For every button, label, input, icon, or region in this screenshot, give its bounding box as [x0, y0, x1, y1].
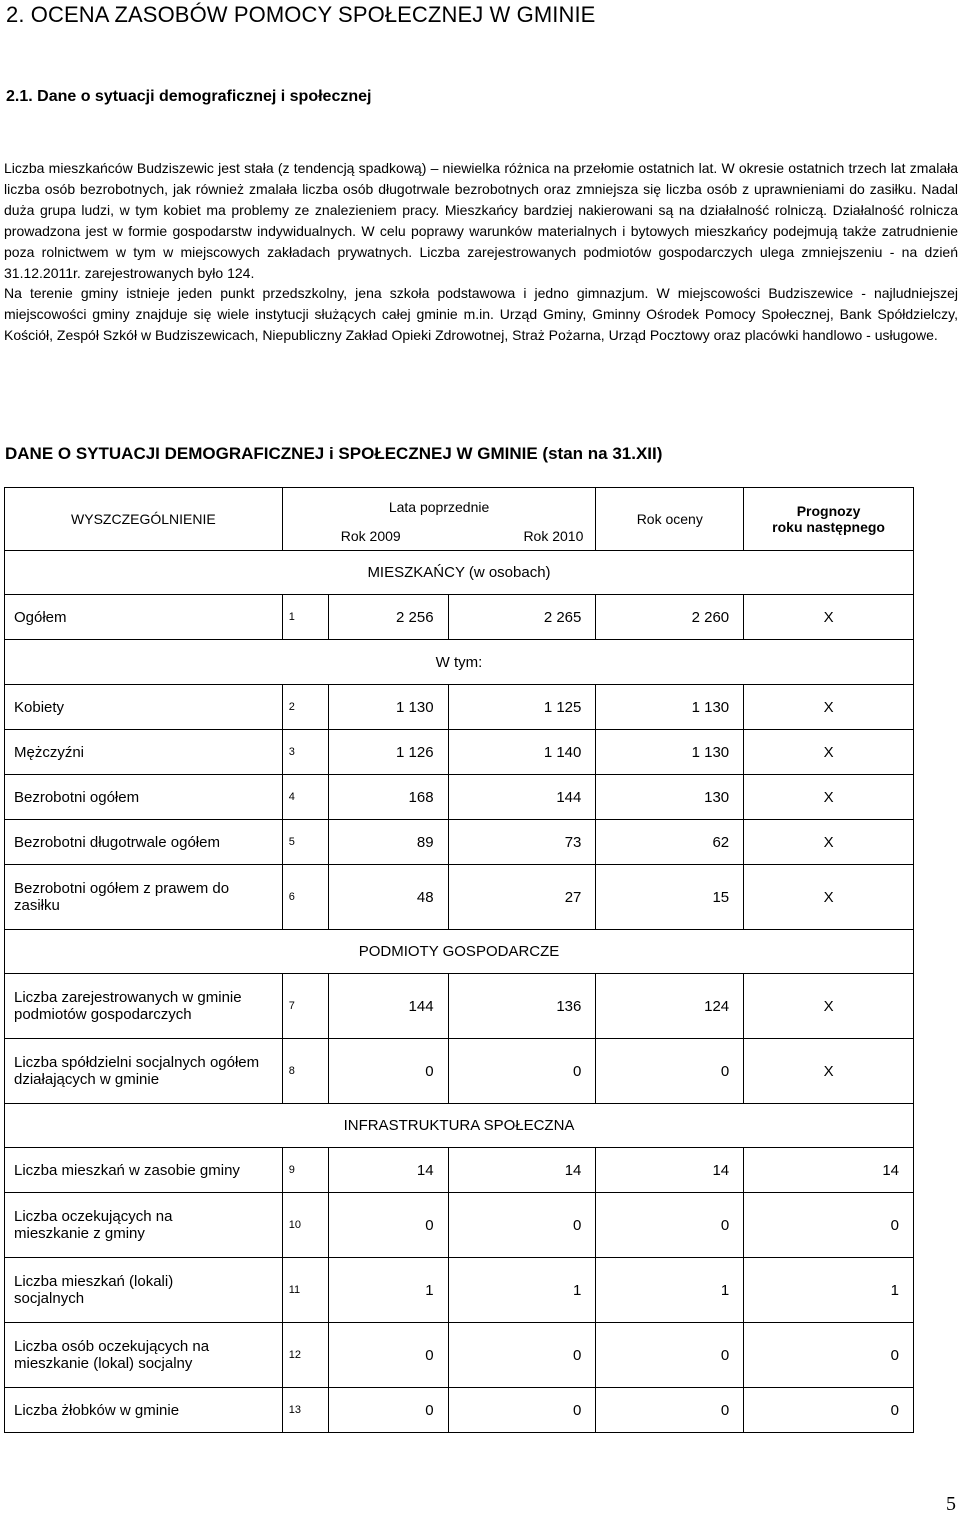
table-row: Liczba mieszkań (lokali) socjalnych 11 1 1 1 1 [5, 1258, 914, 1323]
table-row: Liczba żłobków w gminie 13 0 0 0 0 [5, 1388, 914, 1433]
header-2009: Rok 2009 [340, 528, 401, 544]
section-business: PODMIOTY GOSPODARCZE [5, 930, 914, 974]
institutions-paragraph: Na terenie gminy istnieje jeden punkt przedszkolny, jena szkoła podstawowa i jedno gimnazjum. W miejscowości Budziszewice - najludniejszej miejscowości gminy znajduje się wiele instytucji służących całej gminie m.in. Urząd Gminy, Gminny Ośrodek Pomocy Społecznej, Bank Spółdzielczy, Kościół, Zespół Szkół w Budziszewicach, Niepubliczny Zakład Opieki Zdrowotnej, Straż Pożarna, Urząd Pocztowy oraz placówki handlowo - usługowe. [4, 285, 958, 343]
table-row: Bezrobotni ogółem 4 168 144 130 X [5, 775, 914, 820]
header-eval: Rok oceny [596, 488, 744, 551]
demographic-table [4, 487, 914, 1433]
table-row: Liczba osób oczekujących na mieszkanie (lokal) socjalny 12 0 0 0 0 [5, 1323, 914, 1388]
header-prev-years [282, 488, 596, 551]
intro-paragraph: Liczba mieszkańców Budziszewic jest stała (z tendencją spadkową) – niewielka różnica na przełomie ostatnich lat. W okresie ostatnich trzech lat zmalała liczba osób bezrobotnych, jak również zmalała liczba osób długotrwale bezrobotnych oraz zmniejsza się liczba osób z uprawnieniami do zasiłku. Nadal duża grupa ludzi, w tym kobiet ma problemy ze znalezieniem pracy. Mieszkańcy bardziej nakierowani są na działalność rolniczą. Działalność rolnicza prowadzona jest w formie gospodarstw indywidualnych. W celu poprawy warunków materialnych i bytowych mieszkańcy podejmują także zatrudnienie poza rolnictwem w tym w miejscowych zakładach prywatnych. Liczba zarejestrowanych podmiotów gospodarczych ulega zmniejszeniu - na dzień 31.12.2011r. zarejestrowanych było 124. [4, 160, 958, 281]
table-row: Liczba zarejestrowanych w gminie podmiotów gospodarczych 7 144 136 124 X [5, 974, 914, 1039]
page-number: 5 [946, 1493, 956, 1515]
section-subheading: 2.1. Dane o sytuacji demograficznej i społecznej [6, 88, 372, 105]
header-spec: WYSZCZEGÓLNIENIE [5, 488, 283, 551]
header-prev-label: Lata poprzednie [388, 499, 490, 515]
table-row: Ogółem 1 2 256 2 265 2 260 X [5, 595, 914, 640]
section-wtym: W tym: [5, 640, 914, 685]
table-row: Liczba oczekujących na mieszkanie z gminy 10 0 0 0 0 [5, 1193, 914, 1258]
table-title: DANE O SYTUACJI DEMOGRAFICZNEJ i SPOŁECZNEJ W GMINIE (stan na 31.XII) [5, 444, 663, 463]
header-2010: Rok 2010 [523, 528, 584, 544]
section-infra: INFRASTRUKTURA SPOŁECZNA [5, 1104, 914, 1148]
table-row: Bezrobotni ogółem z prawem do zasiłku 6 48 27 15 X [5, 865, 914, 930]
section-residents: MIESZKAŃCY (w osobach) [5, 551, 914, 595]
table-header-row [5, 488, 914, 551]
table-row: Liczba mieszkań w zasobie gminy 9 14 14 14 14 [5, 1148, 914, 1193]
table-row: Kobiety 2 1 130 1 125 1 130 X [5, 685, 914, 730]
page-heading: 2. OCENA ZASOBÓW POMOCY SPOŁECZNEJ W GMINIE [6, 2, 596, 27]
table-row: Mężczyźni 3 1 126 1 140 1 130 X [5, 730, 914, 775]
table-row: Bezrobotni długotrwale ogółem 5 89 73 62 X [5, 820, 914, 865]
header-forecast: Prognozy roku następnego [744, 488, 914, 551]
table-row: Liczba spółdzielni socjalnych ogółem działających w gminie 8 0 0 0 X [5, 1039, 914, 1104]
